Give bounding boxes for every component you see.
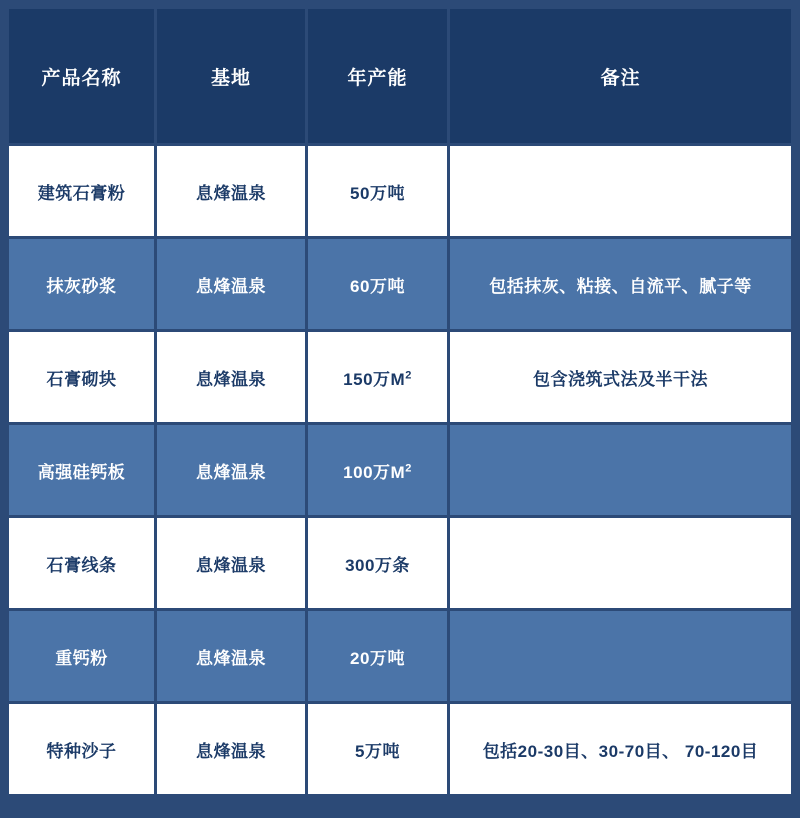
cell-base: 息烽温泉 bbox=[157, 518, 305, 608]
table-row bbox=[9, 425, 791, 515]
cell-product-name: 建筑石膏粉 bbox=[9, 146, 154, 236]
cell-product-name: 抹灰砂浆 bbox=[9, 239, 154, 329]
cell-capacity bbox=[308, 146, 447, 236]
capacity-value: 50万吨 bbox=[350, 183, 405, 203]
cell-capacity bbox=[308, 518, 447, 608]
cell-remarks bbox=[450, 611, 791, 701]
capacity-value: 5万吨 bbox=[355, 741, 400, 761]
column-header-product-name: 产品名称 bbox=[9, 9, 154, 143]
cell-remarks bbox=[450, 146, 791, 236]
capacity-value: 60万吨 bbox=[350, 276, 405, 296]
cell-remarks bbox=[450, 518, 791, 608]
table-body bbox=[9, 146, 791, 794]
cell-capacity bbox=[308, 425, 447, 515]
cell-remarks bbox=[450, 425, 791, 515]
product-capacity-table bbox=[6, 6, 794, 797]
cell-base: 息烽温泉 bbox=[157, 704, 305, 794]
table-row bbox=[9, 239, 791, 329]
cell-capacity bbox=[308, 239, 447, 329]
cell-capacity bbox=[308, 611, 447, 701]
column-header-remarks: 备注 bbox=[450, 9, 791, 143]
cell-product-name: 高强硅钙板 bbox=[9, 425, 154, 515]
cell-base: 息烽温泉 bbox=[157, 146, 305, 236]
cell-product-name: 石膏线条 bbox=[9, 518, 154, 608]
cell-capacity bbox=[308, 704, 447, 794]
column-header-annual-capacity: 年产能 bbox=[308, 9, 447, 143]
capacity-value: 100万M bbox=[343, 462, 406, 482]
cell-product-name: 特种沙子 bbox=[9, 704, 154, 794]
table-row bbox=[9, 518, 791, 608]
cell-product-name: 石膏砌块 bbox=[9, 332, 154, 422]
capacity-value: 150万M bbox=[343, 369, 406, 389]
cell-capacity bbox=[308, 332, 447, 422]
capacity-unit-exponent: 2 bbox=[405, 461, 412, 474]
cell-base: 息烽温泉 bbox=[157, 332, 305, 422]
cell-remarks: 包含浇筑式法及半干法 bbox=[450, 332, 791, 422]
column-header-base: 基地 bbox=[157, 9, 305, 143]
capacity-unit-exponent: 2 bbox=[405, 368, 412, 381]
cell-base: 息烽温泉 bbox=[157, 425, 305, 515]
capacity-value: 20万吨 bbox=[350, 648, 405, 668]
table-header bbox=[9, 9, 791, 143]
table-header-row bbox=[9, 9, 791, 143]
cell-product-name: 重钙粉 bbox=[9, 611, 154, 701]
cell-remarks: 包括抹灰、粘接、自流平、腻子等 bbox=[450, 239, 791, 329]
table-row bbox=[9, 146, 791, 236]
table-row bbox=[9, 611, 791, 701]
cell-remarks: 包括20-30目、30-70目、 70-120目 bbox=[450, 704, 791, 794]
cell-base: 息烽温泉 bbox=[157, 239, 305, 329]
table-row bbox=[9, 704, 791, 794]
table-row bbox=[9, 332, 791, 422]
capacity-value: 300万条 bbox=[345, 555, 410, 575]
cell-base: 息烽温泉 bbox=[157, 611, 305, 701]
